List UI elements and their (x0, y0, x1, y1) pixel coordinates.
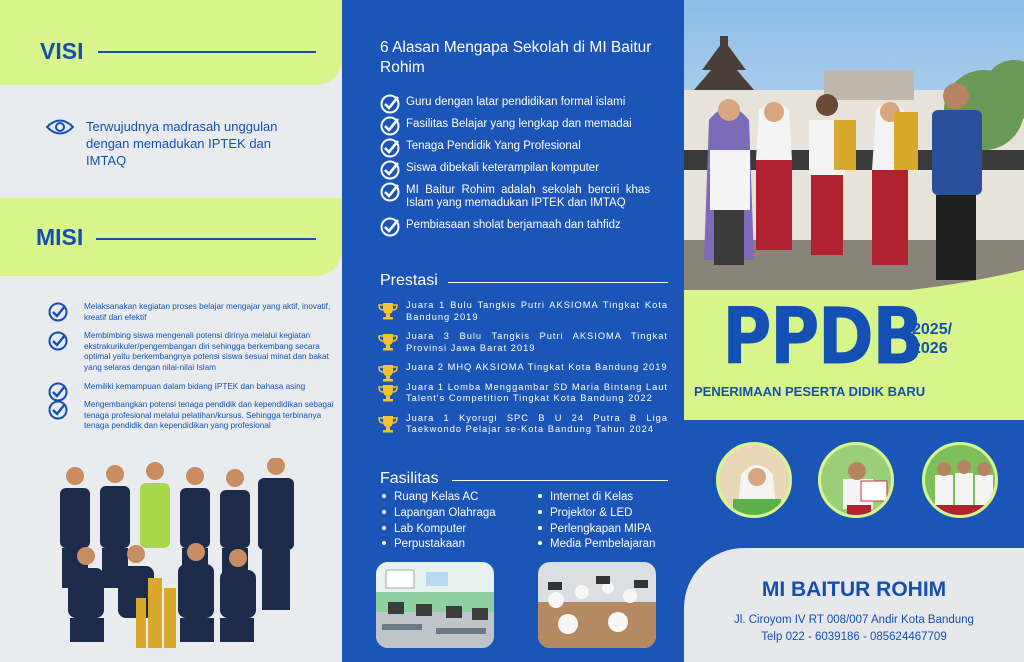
ppdb-title: PPDB (722, 292, 922, 383)
fasilitas-divider (452, 480, 668, 481)
misi-divider (96, 238, 316, 240)
fasilitas-item: Ruang Kelas AC (382, 490, 542, 506)
prestasi-list (378, 300, 668, 444)
eye-icon (46, 118, 74, 141)
reason-item (380, 140, 650, 153)
ppdb-year: 2025/ 2026 (912, 321, 953, 357)
prestasi-text: Juara 3 Bulu Tangkis Putri AKSIOMA Tingkat Provinsi Jawa Barat 2019 (406, 331, 668, 353)
misi-title: MISI (36, 224, 84, 250)
prestasi-text: Juara 1 Lomba Menggambar SD Maria Bintang Laut Talent's Competition Tingkat Kota Bandung 2022 (406, 381, 668, 403)
check-icon (380, 217, 400, 241)
fasilitas-item: Lapangan Olahraga (382, 506, 542, 522)
check-icon (380, 116, 400, 140)
ppdb-tagline: PENERIMAAN PESERTA DIDIK BARU (694, 384, 926, 399)
check-icon (380, 160, 400, 184)
reason-item (380, 118, 650, 131)
reason-item (380, 162, 650, 175)
misi-text: Membimbing siswa mengenali potensi dirinya melalui kegiatan ekstrakurikuler/pengembangan diri sehingga berkembang secara optimal yaitu berkembangnya potensi siswa sesuai minat dan bakat yang selaras dengan nilai-nilai Islam (84, 331, 329, 372)
prestasi-item (378, 331, 668, 354)
misi-item (48, 331, 340, 373)
left-panel (0, 0, 342, 662)
check-icon (380, 182, 400, 206)
school-phone: Telp 022 - 6039186 - 085624467709 (761, 631, 947, 643)
fasilitas-col-2 (538, 490, 698, 553)
visi-title: VISI (40, 38, 84, 64)
trophy-icon (378, 333, 398, 355)
prestasi-item (378, 300, 668, 323)
reason-text: Siswa dibekali keterampilan komputer (406, 162, 600, 174)
visi-divider (98, 51, 316, 53)
student-photo-3 (922, 442, 998, 518)
reason-text: MI Baitur Rohim adalah sekolah berciri khas Islam yang memadukan IPTEK dan IMTAQ (406, 184, 650, 209)
reason-item (380, 184, 650, 210)
fasilitas-item: Internet di Kelas (538, 490, 698, 506)
trophy-icon (378, 384, 398, 406)
hero-photo (684, 0, 1024, 290)
reason-text: Tenaga Pendidik Yang Profesional (406, 140, 581, 152)
visi-text: Terwujudnya madrasah unggulan dengan memadukan IPTEK dan IMTAQ (86, 119, 278, 168)
prestasi-item (378, 382, 668, 405)
trophy-icon (378, 302, 398, 324)
misi-text: Memiliki kemampuan dalam bidang IPTEK dan bahasa asing (84, 381, 306, 391)
classroom-photo (538, 562, 656, 648)
check-icon (380, 138, 400, 162)
student-photo-2 (818, 442, 894, 518)
fasilitas-col-1 (382, 490, 542, 553)
misi-item (48, 382, 340, 393)
misi-list (48, 302, 340, 440)
reason-text: Guru dengan latar pendidikan formal islami (406, 96, 626, 108)
reasons-list (380, 96, 650, 241)
reasons-title: 6 Alasan Mengapa Sekolah di MI Baitur Rohim (380, 39, 652, 76)
reason-text: Fasilitas Belajar yang lengkap dan memadai (406, 118, 632, 130)
check-circle-icon (48, 302, 68, 326)
computer-lab-photo (376, 562, 494, 648)
school-name: MI BAITUR ROHIM (761, 578, 947, 601)
misi-text: Mengembangkan potensi tenaga pendidik dan kependidikan sebagai tenaga profesional melalui pelatihan/kursus. Sehingga terbinanya tenaga pendidik dan kependidikan yang profesional (84, 400, 334, 431)
prestasi-item (378, 413, 668, 436)
team-photo (40, 458, 310, 658)
fasilitas-item: Media Pembelajaran (538, 537, 698, 553)
prestasi-item (378, 362, 668, 374)
misi-item (48, 400, 340, 432)
check-circle-icon (48, 331, 68, 355)
reason-text: Pembiasaan sholat berjamaah dan tahfidz (406, 219, 621, 231)
prestasi-text: Juara 1 Kyorugi SPC B U 24 Putra B Liga Taekwondo Pelajar se-Kota Bandung Tahun 2024 (406, 412, 668, 434)
prestasi-text: Juara 2 MHQ AKSIOMA Tingkat Kota Bandung 2019 (406, 362, 668, 372)
fasilitas-item: Projektor & LED (538, 506, 698, 522)
trophy-icon (378, 415, 398, 437)
fasilitas-item: Perlengkapan MIPA (538, 522, 698, 538)
prestasi-text: Juara 1 Bulu Tangkis Putri AKSIOMA Tingkat Kota Bandung 2019 (406, 300, 668, 322)
misi-item (48, 302, 340, 323)
check-icon (380, 94, 400, 118)
fasilitas-item: Lab Komputer (382, 522, 542, 538)
school-address: Jl. Ciroyom IV RT 008/007 Andir Kota Bandung (734, 614, 974, 626)
misi-text: Melaksanakan kegiatan proses belajar mengajar yang aktif, inovatif, kreatif dan efektif (84, 302, 331, 322)
student-photo-1 (716, 442, 792, 518)
reason-item (380, 219, 650, 232)
prestasi-divider (448, 282, 668, 283)
prestasi-title: Prestasi (380, 272, 438, 289)
reason-item (380, 96, 650, 109)
fasilitas-item: Perpustakaan (382, 537, 542, 553)
fasilitas-title: Fasilitas (380, 470, 439, 487)
check-circle-icon (48, 400, 68, 424)
contact-band (684, 548, 1024, 662)
